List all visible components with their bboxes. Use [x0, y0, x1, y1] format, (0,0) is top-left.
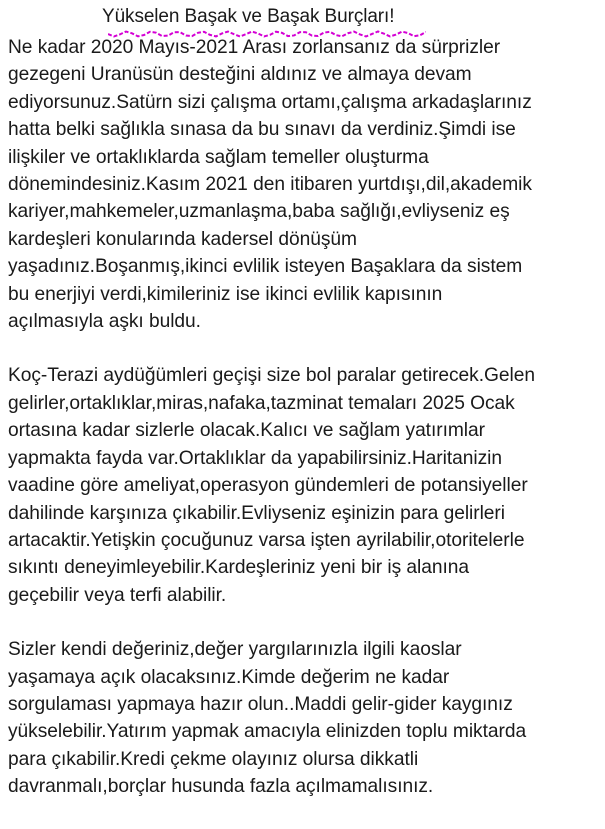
text-line: Sizler kendi değeriniz,değer yargılarınızla ilgili kaoslar — [8, 639, 462, 661]
paragraph-2 — [8, 362, 600, 609]
text-line: yapmakta fayda var.Ortaklıklar da yapabilirsiniz.Haritanizin — [8, 447, 502, 469]
title-block — [102, 4, 600, 34]
paragraph-container — [8, 34, 600, 801]
document-body — [8, 4, 600, 801]
text-line: gezegeni Uranüsün desteğini aldınız ve almaya devam — [8, 64, 472, 86]
text-line: ilişkiler ve ortaklıklarda sağlam temeller oluşturma — [8, 146, 429, 168]
paragraph-3 — [8, 636, 600, 800]
text-line: dahilinde karşınıza çıkabilir.Evliyseniz eşinizin para gelirleri — [8, 502, 505, 524]
text-line: ediyorsunuz.Satürn sizi çalışma ortamı,çalışma arkadaşlarınız — [8, 91, 532, 113]
paragraph-gap — [8, 609, 600, 636]
text-line: ortasına kadar sizlerle olacak.Kalıcı ve sağlam yatırımlar — [8, 420, 485, 442]
text-line: açılmasıyla aşkı buldu. — [8, 311, 201, 333]
page-title: Yükselen Başak ve Başak Burçları! — [102, 6, 395, 27]
text-line: artacaktir.Yetişkin çocuğunuz varsa işten ayrilabilir,otoritelerle — [8, 529, 525, 551]
paragraph-1 — [8, 34, 600, 335]
text-line: davranmalı,borçlar husunda fazla açılmamalısınız. — [8, 776, 434, 798]
text-line: yaşadınız.Boşanmış,ikinci evlilik isteyen Başaklara da sistem — [8, 256, 523, 278]
title-wavy-underline — [108, 29, 426, 39]
text-line: kardeşleri konularında kadersel dönüşüm — [8, 228, 357, 250]
text-line: yaşamaya açık olacaksınız.Kimde değerim ne kadar — [8, 666, 450, 688]
text-line: sorgulaması yapmaya hazır olun..Maddi gelir-gider kaygınız — [8, 693, 513, 715]
text-line: yükselebilir.Yatırım yapmak amacıyla elinizden toplu miktarda — [8, 721, 527, 743]
text-line: para çıkabilir.Kredi çekme olayınız olursa dikkatli — [8, 748, 419, 770]
text-line: geçebilir veya terfi alabilir. — [8, 584, 227, 606]
text-line: bu enerjiyi verdi,kimileriniz ise ikinci evlilik kapısının — [8, 283, 443, 305]
text-line: Koç-Terazi aydüğümleri geçişi size bol paralar getirecek.Gelen — [8, 365, 535, 387]
text-line: dönemindesiniz.Kasım 2021 den itibaren yurtdışı,dil,akademik — [8, 174, 532, 196]
text-line: gelirler,ortaklıklar,miras,nafaka,tazminat temaları 2025 Ocak — [8, 392, 515, 414]
text-line: hatta belki sağlıkla sınasa da bu sınavı da verdiniz.Şimdi ise — [8, 119, 516, 141]
text-line: vaadine göre ameliyat,operasyon gündemleri de potansiyeller — [8, 475, 528, 497]
text-line: kariyer,mahkemeler,uzmanlaşma,baba sağlığı,evliyseniz eş — [8, 201, 510, 223]
paragraph-gap — [8, 335, 600, 362]
text-line: sıkıntı deneyimleyebilir.Kardeşleriniz yeni bir iş alanına — [8, 557, 470, 579]
text-line: Ne kadar 2020 Mayıs-2021 Arası zorlansanız da sürprizler — [8, 37, 501, 58]
